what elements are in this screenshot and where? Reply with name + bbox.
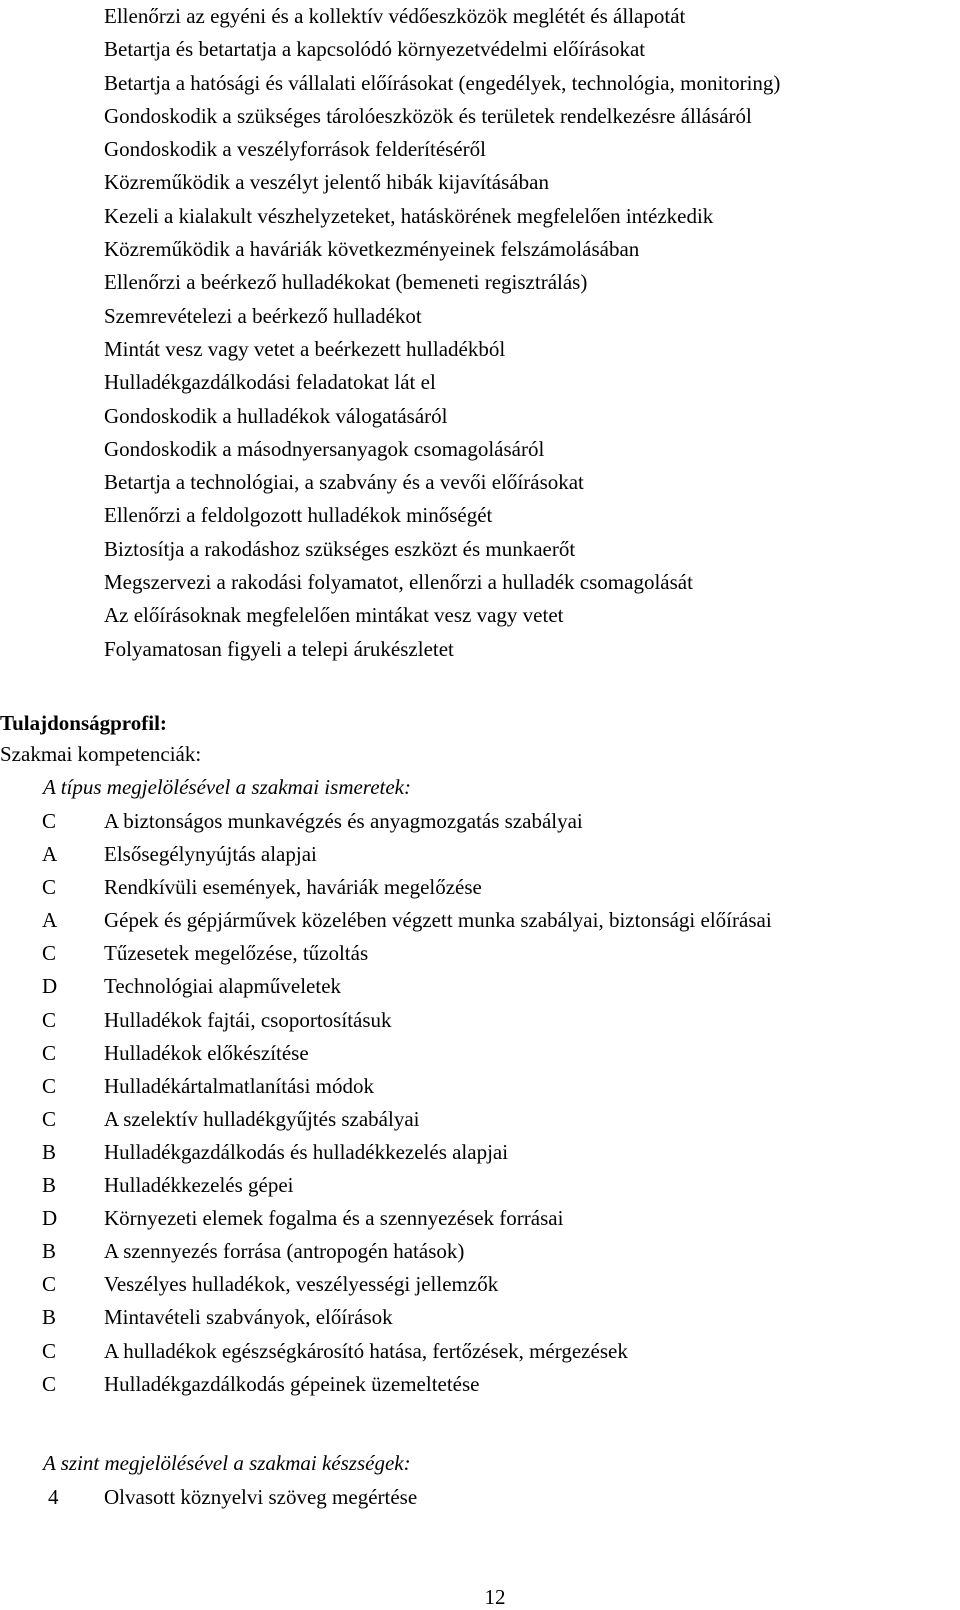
competency-code: A (42, 842, 58, 867)
task-item: Betartja a technológiai, a szabvány és a vevői előírásokat (104, 470, 584, 495)
competency-code: A (42, 908, 58, 933)
task-item: Folyamatosan figyeli a telepi árukészletet (104, 636, 454, 661)
task-item: Gondoskodik a veszélyforrások felderítéséről (104, 137, 486, 162)
task-list (104, 0, 780, 666)
task-item: Gondoskodik a szükséges tárolóeszközök és területek rendelkezésre állásáról (104, 103, 752, 128)
page-number: 12 (484, 1585, 506, 1609)
task-item: Közreműködik a veszélyt jelentő hibák kijavításában (104, 170, 549, 195)
task-item: Közreműködik a haváriák következményeinek felszámolásában (104, 237, 640, 262)
knowledge-types-heading: A típus megjelölésével a szakmai ismeretek: (43, 775, 411, 799)
competency-text: Elsősegélynyújtás alapjai (104, 842, 317, 867)
competency-text: Rendkívüli események, haváriák megelőzése (104, 875, 482, 900)
competency-code: C (42, 875, 57, 900)
competency-text: Hulladékgazdálkodás és hulladékkezelés alapjai (104, 1139, 509, 1164)
task-item: Kezeli a kialakult vészhelyzeteket, hatáskörének megfelelően intézkedik (104, 203, 714, 228)
task-item: Az előírásoknak megfelelően mintákat vesz vagy vetet (104, 603, 564, 628)
task-item: Mintát vesz vagy vetet a beérkezett hulladékból (104, 336, 506, 361)
competency-text: A biztonságos munkavégzés és anyagmozgatás szabályai (104, 809, 583, 833)
competency-text: Hulladékgazdálkodás gépeinek üzemeltetése (104, 1371, 480, 1396)
task-item: Megszervezi a rakodási folyamatot, ellenőrzi a hulladék csomagolását (104, 570, 693, 595)
task-item: Biztosítja a rakodáshoz szükséges eszközt és munkaerőt (104, 536, 576, 561)
competency-code: B (42, 1173, 57, 1198)
competency-text: Veszélyes hulladékok, veszélyességi jellemzők (104, 1272, 499, 1297)
competency-text: Mintavételi szabványok, előírások (104, 1305, 393, 1330)
skill-levels-heading: A szint megjelölésével a szakmai készségek: (43, 1451, 411, 1475)
competency-text: Hulladékok előkészítése (104, 1040, 309, 1065)
task-item: Betartja és betartatja a kapcsolódó környezetvédelmi előírásokat (104, 37, 646, 62)
task-item: Szemrevételezi a beérkező hulladékot (104, 303, 422, 328)
competency-text: A hulladékok egészségkárosító hatása, fertőzések, mérgezések (104, 1338, 628, 1363)
competency-code: C (42, 1040, 57, 1065)
competency-code: C (42, 1338, 57, 1363)
task-item: Betartja a hatósági és vállalati előírásokat (engedélyek, technológia, monitoring) (104, 70, 781, 95)
competency-code: D (42, 1206, 58, 1231)
competency-text: A szennyezés forrása (antropogén hatások) (104, 1239, 465, 1264)
competency-code: C (42, 1073, 57, 1098)
competency-text: Technológiai alapműveletek (104, 974, 342, 999)
competency-code: B (42, 1305, 57, 1330)
task-item: Ellenőrzi a feldolgozott hulladékok minőségét (104, 503, 493, 528)
competency-code: C (42, 1007, 57, 1032)
competency-code: C (42, 1371, 57, 1396)
task-item: Gondoskodik a hulladékok válogatásáról (104, 403, 448, 428)
competency-text: Gépek és gépjárművek közelében végzett munka szabályai, biztonsági előírásai (104, 908, 772, 933)
competency-code: C (42, 1106, 57, 1131)
competency-code: C (42, 1272, 57, 1297)
competency-code: B (42, 1239, 57, 1264)
section-subheading: Szakmai kompetenciák: (0, 742, 202, 766)
task-item: Ellenőrzi az egyéni és a kollektív védőeszközök meglétét és állapotát (104, 4, 686, 28)
competency-code: C (42, 941, 57, 966)
section-heading: Tulajdonságprofil: (0, 711, 167, 735)
competency-code: D (42, 974, 58, 999)
competency-code: B (42, 1139, 57, 1164)
competency-text: A szelektív hulladékgyűjtés szabályai (104, 1106, 420, 1131)
task-item: Ellenőrzi a beérkező hulladékokat (bemeneti regisztrálás) (104, 270, 588, 295)
skill-level: 4 (48, 1485, 59, 1509)
skill-text: Olvasott köznyelvi szöveg megértése (104, 1485, 418, 1509)
competency-text: Tűzesetek megelőzése, tűzoltás (104, 941, 369, 966)
task-item: Gondoskodik a másodnyersanyagok csomagolásáról (104, 436, 545, 461)
competency-text: Hulladékok fajtái, csoportosításuk (104, 1007, 392, 1032)
competency-code: C (42, 809, 57, 833)
competency-text: Hulladékkezelés gépei (104, 1173, 294, 1198)
competency-text: Hulladékártalmatlanítási módok (104, 1073, 375, 1098)
task-item: Hulladékgazdálkodási feladatokat lát el (104, 370, 436, 395)
competency-text: Környezeti elemek fogalma és a szennyezések forrásai (104, 1206, 564, 1231)
